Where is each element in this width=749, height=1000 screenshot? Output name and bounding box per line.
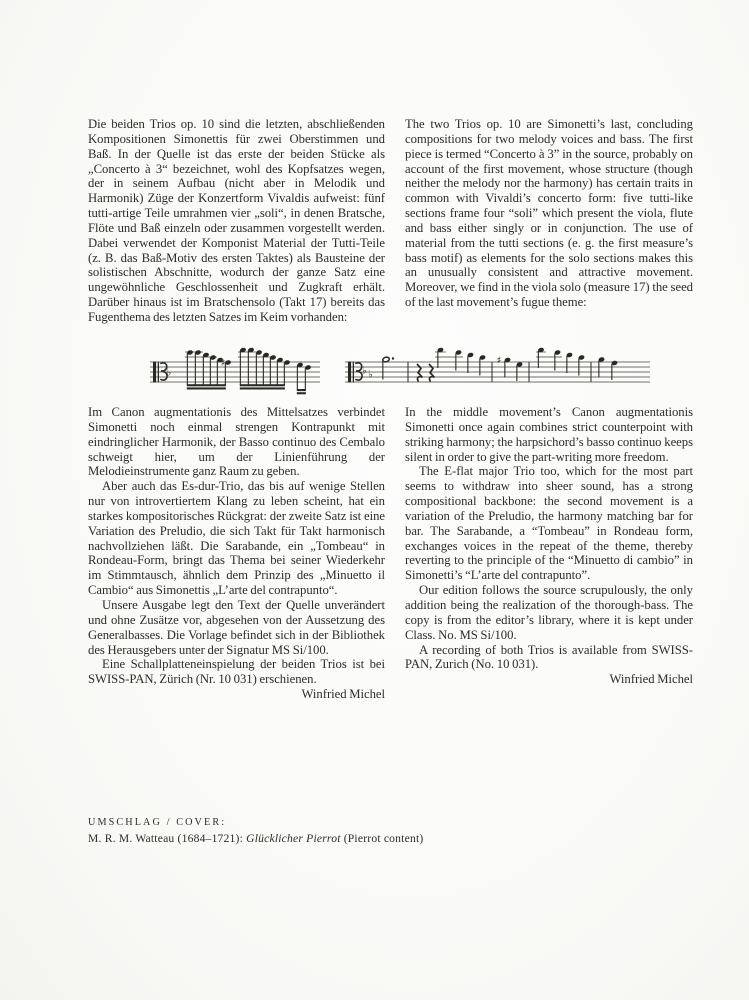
sixteenth-group-a — [185, 349, 232, 389]
signature-german: Winfried Michel — [301, 687, 385, 702]
flat-sign-icon: ♭ — [368, 369, 373, 381]
sharp-sign-icon: ♯ — [496, 355, 502, 367]
paragraph-german-4: Unsere Ausgabe legt den Text der Quelle unverändert und ohne Zusätze vor, abgesehen von der Aussetzung des Generalbasses. Die Vorlage befindet sich in der Bibliothek des Herausgebers unter der Signatur MS Si/100. — [88, 597, 385, 657]
paragraph-german-3: Aber auch das Es-dur-Trio, das bis auf wenige Stellen nur von introvertiertem Klang zu leben scheint, hat ein starkes kompositorisches Rückgrat: der zweite Satz ist eine Variation des Preludio, die sich Takt für Takt harmonisch nachvollziehen läßt. Die Sarabande, ein „Tombeau“ in Rondeau-Form, bringt das Thema bei seiner Wiederkehr im Stimmtausch, ähnlich dem Prinzip des „Minuetto il Cambio“ aus Simonettis „L’arte del contrapunto“. — [88, 479, 385, 598]
cover-credit-block — [88, 817, 423, 845]
flat-sign-icon: ♭ — [362, 365, 367, 377]
music-example-english — [345, 346, 650, 398]
signature-english: Winfried Michel — [609, 672, 693, 687]
notes-measure-5 — [598, 356, 618, 380]
cover-heading: UMSCHLAG / COVER: — [88, 817, 227, 828]
paragraph-english-4: Our edition follows the source scrupulously, the only addition being the realization of the thorough-bass. The copy is from the editor’s library, where it is kept under Class. No. MS Si/100. — [405, 583, 693, 642]
sharp-sign-icon: ♯ — [220, 358, 226, 369]
paragraph-german-1: Die beiden Trios op. 10 sind die letzten, abschließenden Kompositionen Simonettis für zwei Oberstimmen und Baß. In der Quelle ist das erste der beiden Stücke als „Concerto à 3“ bezeichnet, wohl des Kopfsatzes wegen, der in seinem Aufbau (nicht aber in Melodik und Harmonik) Züge der Konzertform Vivaldis aufweist: fünf tutti-artige Teile umrahmen vier „soli“, in denen Bratsche, Flöte und Baß einzeln oder zusammen vorgestellt werden. Dabei verwendet der Komponist Material der Tutti-Teile (z. B. das Baß-Motiv des ersten Taktes) als Bausteine der solistischen Abschnitte, wodurch der ganze Satz eine ungewöhnliche Geschlossenheit und Zugkraft erhält. Darüber hinaus ist im Bratschensolo (Takt 17) bereits das Fugenthema des letzten Satzes im Keim vorhanden: — [88, 117, 385, 324]
music-example-german — [150, 346, 320, 398]
paragraph-english-3: The E-flat major Trio too, which for the most part seems to withdraw into sheer sound, has a strong compositional backbone: the second movement is a variation of the Preludio, the harmony matching bar for bar. The Sarabande, a “Tombeau” in Rondeau form, exchanges voices in the repeat of the theme, thereby reverting to the principle of the “Minuetto di cambio” in Simonetti’s “L’arte del contrapunto”. — [405, 464, 693, 583]
paragraph-english-5: A recording of both Trios is available from SWISS-PAN, Zurich (No. 10 031). — [405, 642, 693, 672]
text-column-english-bottom — [405, 405, 693, 687]
paragraph-english-1: The two Trios op. 10 are Simonetti’s last, concluding compositions for two melody voices and bass. The first piece is termed “Concerto à 3” in the source, probably on account of the first movement, whose structure (though neither the melody nor the harmony) has certain traits in common with Vivaldi’s concerto form: five tutti-like sections frame four “soli” which present the viola, flute and bass either singly or in conjunction. The use of material from the tutti sections (e. g. the first measure’s bass motif) as elements for the solo sections makes this an unusually consistent and attractive movement. Moreover, we find in the viola solo (measure 17) the seed of the last movement’s fugue theme: — [405, 117, 693, 310]
staff-lines — [150, 362, 320, 382]
paragraph-english-2: In the middle movement’s Canon augmentationis Simonetti once again combines strict counterpoint with striking harmony; the harpsichord’s basso continuo keeps silent in order to give the part-writing more freedom. — [405, 405, 693, 464]
text-column-german-bottom — [88, 405, 385, 702]
paragraph-german-5: Eine Schallplatteneinspielung der beiden Trios ist bei SWISS-PAN, Zürich (Nr. 10 031) erschienen. — [88, 657, 385, 687]
cover-credit-artist: M. R. M. Watteau (1684–1721): — [88, 832, 247, 845]
text-column-english-top — [405, 117, 693, 310]
cover-credit-line — [88, 832, 423, 845]
notes-measure-2 — [435, 347, 486, 376]
half-note — [382, 356, 394, 379]
cover-credit-title: Glücklicher Pierrot — [246, 832, 341, 845]
paragraph-german-2: Im Canon augmentationis des Mittelsatzes verbindet Simonetti noch einmal strengen Kontrapunkt mit eindringlicher Harmonik, der Basso continuo des Cembalo schweigt hier, um der Linienführung der Melodieinstrumente ganz Raum zu geben. — [88, 405, 385, 479]
text-column-german-top — [88, 117, 385, 325]
notes-measure-4 — [536, 347, 585, 376]
cover-credit-translation: (Pierrot content) — [340, 832, 424, 845]
flat-sign-icon: ♭ — [166, 367, 172, 379]
sixteenth-group-b — [238, 347, 291, 390]
